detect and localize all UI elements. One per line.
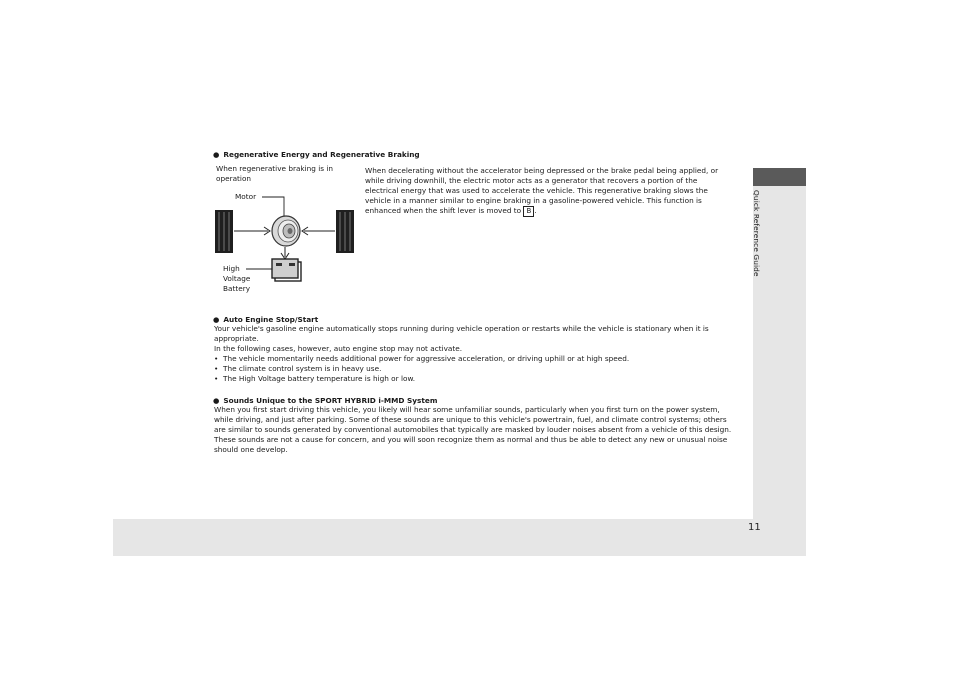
battery-label-line-2: Voltage (223, 274, 251, 283)
battery-icon (272, 259, 301, 281)
battery-label-line-3: Battery (223, 284, 251, 293)
regen-text-line: electrical energy that was used to accelerate the vehicle. This regenerative braking slows the (365, 186, 708, 196)
diagram-caption-line-2: operation (216, 174, 252, 183)
regen-description (365, 166, 718, 217)
auto-stop-paragraph: Your vehicle's gasoline engine automatically stops running during vehicle operation or restarts while the vehicle is stationary when it is appropriate. In the following cases, however, auto engine stop may not activate. (214, 324, 709, 354)
sounds-heading: ● Sounds Unique to the SPORT HYBRID i-MMD System (213, 396, 438, 405)
right-wheel-icon (336, 210, 354, 253)
list-item: • The High Voltage battery temperature is high or low. (214, 374, 416, 383)
bullet-dot-icon: ● (213, 315, 220, 324)
motor-label: Motor (235, 192, 257, 201)
sounds-paragraph: When you first start driving this vehicle, you likely will hear some unfamiliar sounds, particularly when you first turn on the power system, while driving, and just after parking. Some of these sounds are unique to this vehicle's powertrain, fuel, and climate control systems; others are similar to sounds generated by conventional automobiles that typically are masked by louder noises absent from a vehicle of this design. These sounds are not a cause for concern, and you will soon recognize them as normal and thus be able to detect any new or unusual noise should one develop. (214, 405, 732, 455)
footer-band (113, 519, 753, 556)
bullet-dot-icon: ● (213, 150, 220, 159)
page-number: 11 (748, 522, 761, 533)
regen-text-line: When decelerating without the accelerator being depressed or the brake pedal being applied, or (365, 166, 719, 175)
motor-icon (272, 216, 300, 246)
bullet-dot-icon: ● (213, 396, 220, 405)
auto-stop-heading: ● Auto Engine Stop/Start (213, 315, 319, 324)
regen-text-line: vehicle in a manner similar to engine braking in a gasoline-powered vehicle. This function is (365, 196, 702, 206)
section-label: Quick Reference Guide (752, 190, 761, 277)
list-item: • The vehicle momentarily needs additional power for aggressive acceleration, or driving uphill or at high speed. (214, 354, 630, 363)
left-wheel-icon (215, 210, 233, 253)
diagram-caption-line-1: When regenerative braking is in (216, 164, 334, 173)
regen-text-last-line: enhanced when the shift lever is moved to B . (365, 206, 537, 216)
regenerative-braking-diagram (206, 186, 362, 286)
regen-text-line: while driving downhill, the electric motor acts as a generator that recovers a portion of the (365, 176, 698, 186)
regen-heading: ● Regenerative Energy and Regenerative Braking (213, 150, 420, 159)
section-tab[interactable] (753, 168, 806, 186)
shift-position-b-icon: B (523, 206, 534, 217)
battery-label-line-1: High (223, 264, 240, 273)
list-item: • The climate control system is in heavy use. (214, 364, 382, 373)
